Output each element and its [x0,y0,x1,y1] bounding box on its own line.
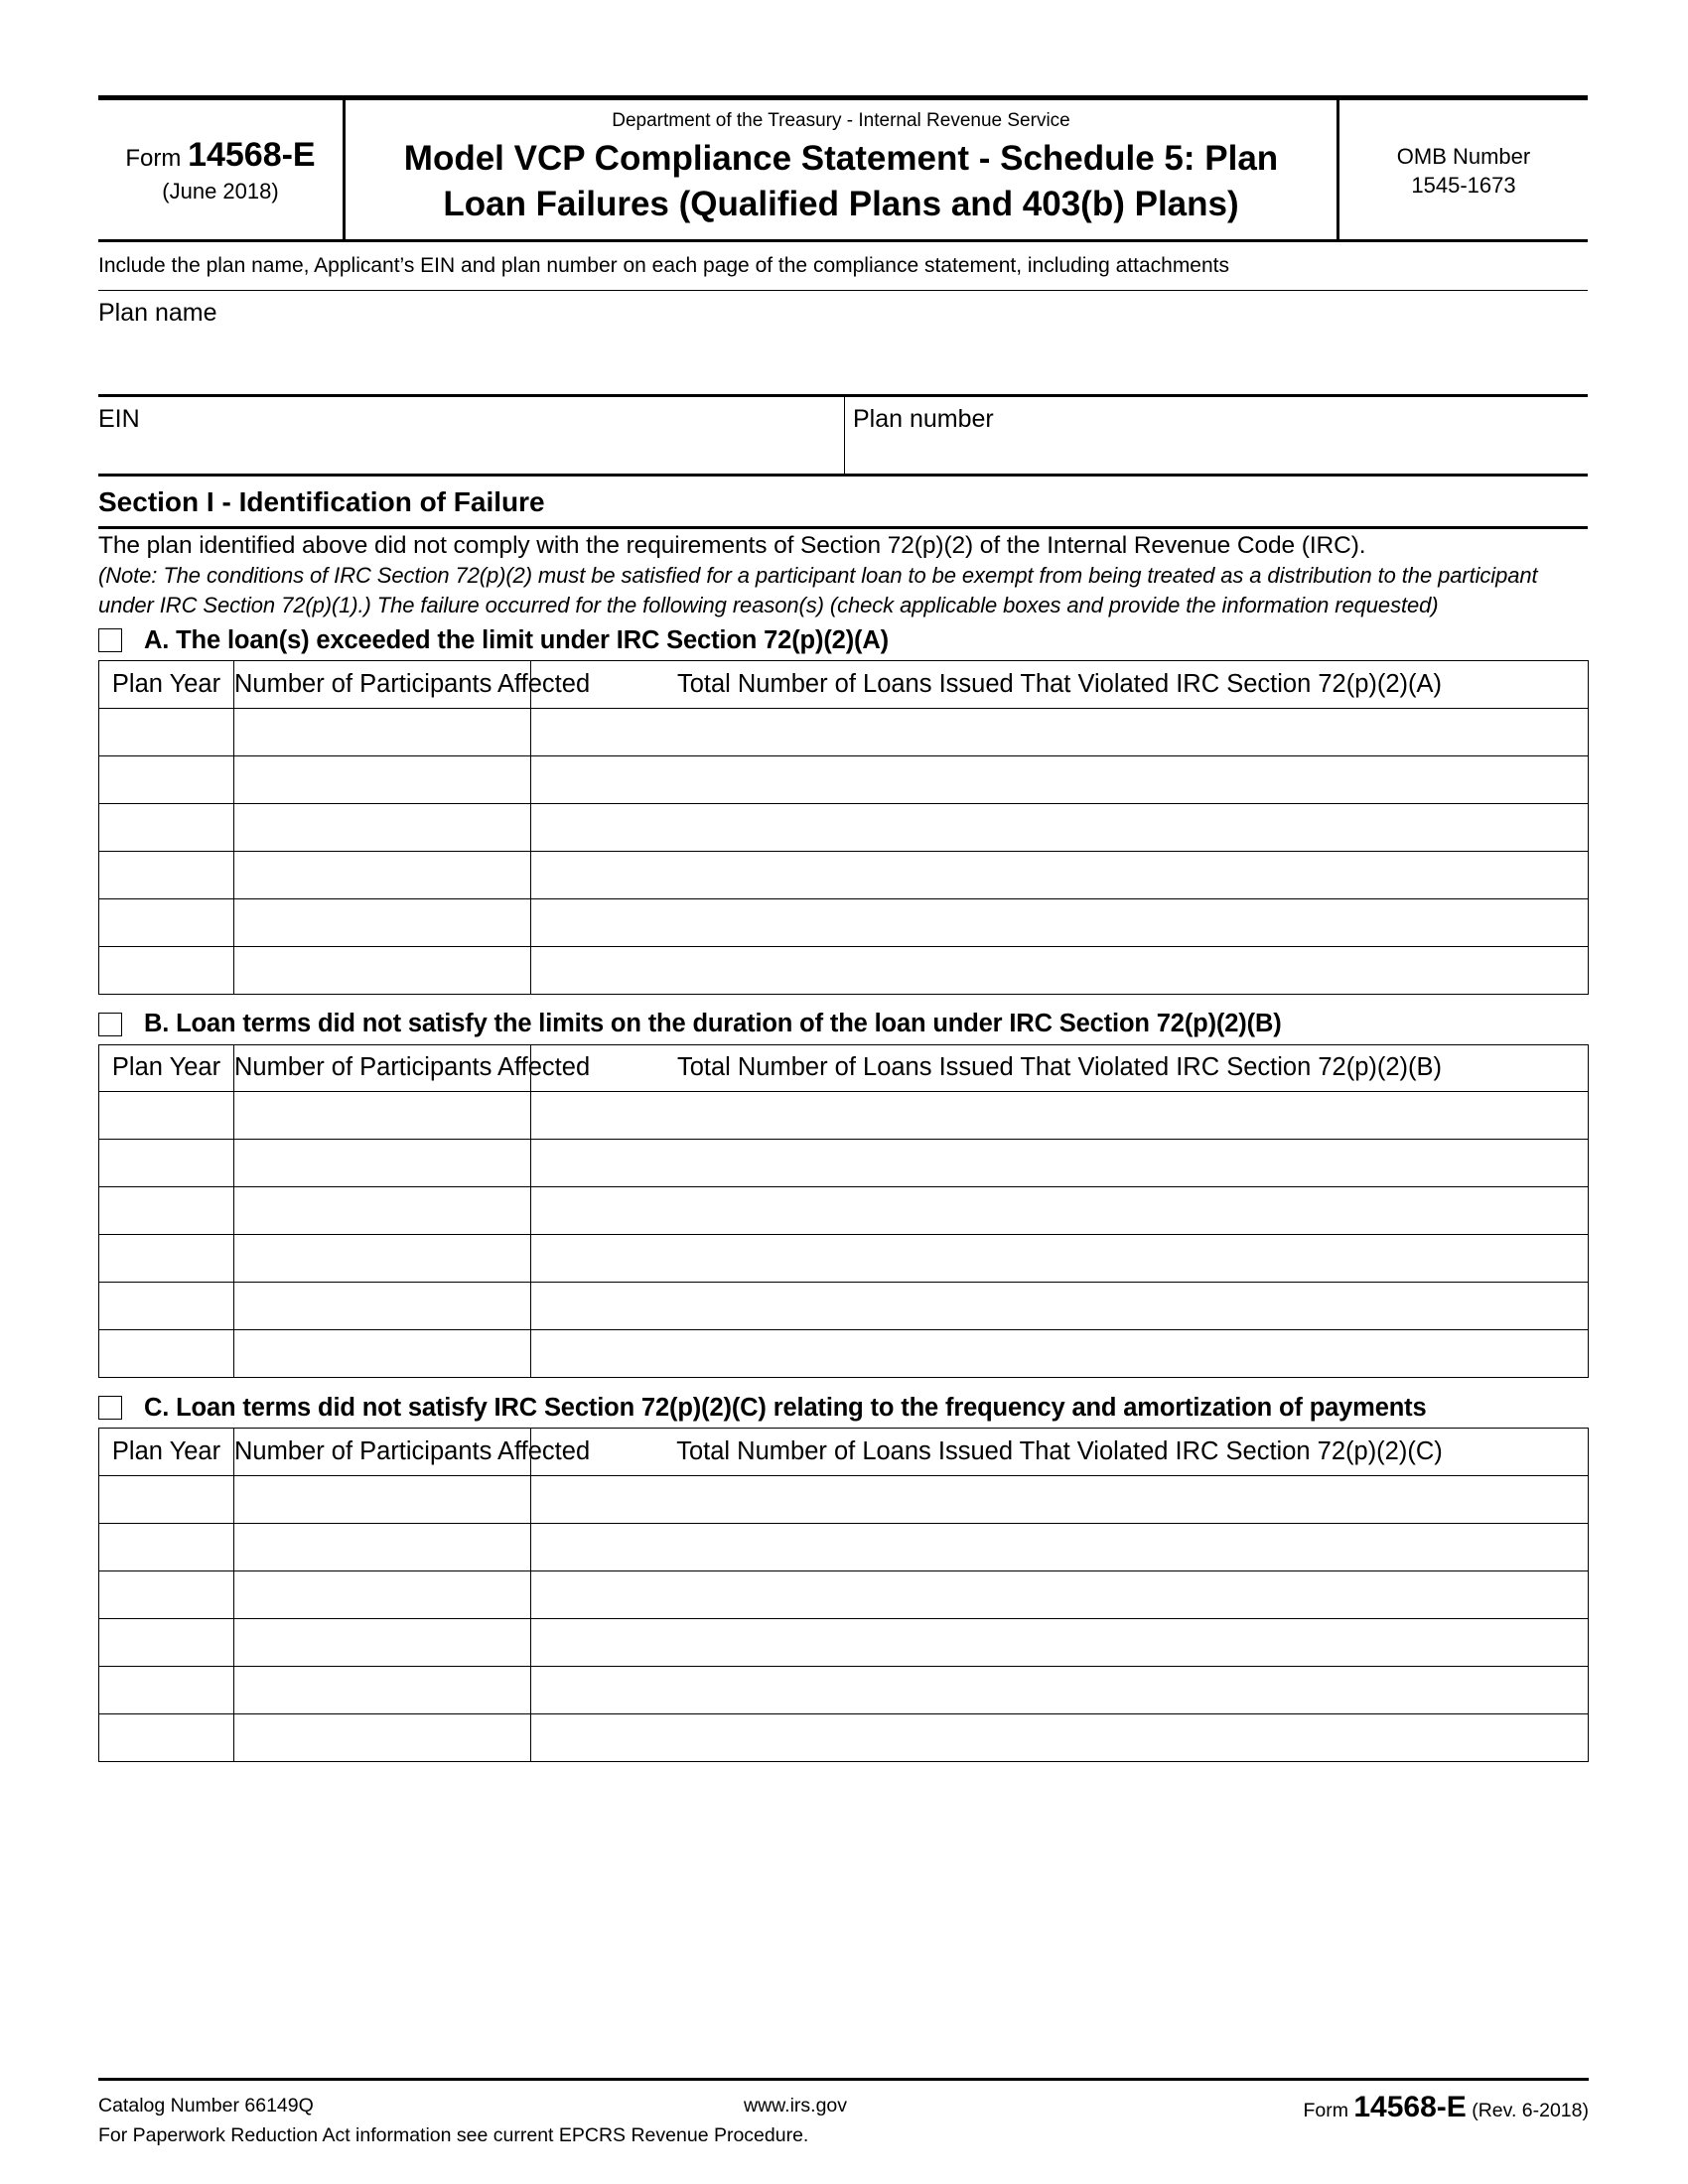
item-b-row [98,1005,1588,1044]
form-prefix: Form [125,144,182,172]
item-b-table [98,1044,1589,1379]
participants-cell[interactable] [234,1140,531,1187]
footer-form-prefix: Form [1303,2100,1348,2121]
total-loans-cell[interactable] [531,946,1589,994]
form-date: (June 2018) [162,178,279,204]
omb-number: 1545-1673 [1411,173,1516,198]
footer-form-number: 14568-E [1353,2091,1467,2123]
participants-cell[interactable] [234,1235,531,1283]
col-plan-year: Plan Year [99,1044,234,1092]
plan-year-cell[interactable] [99,755,234,803]
item-a-table [98,660,1589,995]
item-b-checkbox[interactable] [98,1013,122,1036]
form-header [98,95,1588,242]
table-row [99,1330,1589,1378]
table-header-row [99,1044,1589,1092]
col-participants-affected: Number of Participants Affected [234,1044,531,1092]
total-loans-cell[interactable] [531,1475,1589,1523]
section-1-note: (Note: The conditions of IRC Section 72(p)(2) must be satisfied for a participant loan to be exempt from being treated as a distribution to the participant under IRC Section 72(p)(1).) The failure occurred for the following reason(s) (check applicable boxes and provide the information requested) [98,563,1538,617]
table-row [99,1475,1589,1523]
plan-year-cell[interactable] [99,1475,234,1523]
table-row [99,1283,1589,1330]
form-footer [98,2078,1589,2150]
table-header-row [99,661,1589,709]
participants-cell[interactable] [234,708,531,755]
total-loans-cell[interactable] [531,1570,1589,1618]
table-row [99,851,1589,898]
paperwork-reduction-notice: For Paperwork Reduction Act information see current EPCRS Revenue Procedure. [98,2124,809,2146]
participants-cell[interactable] [234,1330,531,1378]
omb-label: OMB Number [1396,144,1531,169]
table-row [99,708,1589,755]
item-c-table [98,1428,1589,1762]
plan-name-label: Plan name [98,299,217,327]
form-title [404,136,1278,227]
item-b-label: B. Loan terms did not satisfy the limits on the duration of the loan under IRC Section 72(p)(2)(B) [144,1010,1282,1037]
omb-block [1339,100,1588,239]
plan-year-cell[interactable] [99,1666,234,1713]
instruction-text: Include the plan name, Applicant’s EIN and plan number on each page of the compliance statement, including attachments [98,242,1588,291]
col-total-loans: Total Number of Loans Issued That Violated IRC Section 72(p)(2)(A) [531,661,1589,709]
total-loans-cell[interactable] [531,803,1589,851]
plan-year-cell[interactable] [99,1330,234,1378]
table-row [99,1187,1589,1235]
plan-year-cell[interactable] [99,708,234,755]
plan-year-cell[interactable] [99,1283,234,1330]
section-1-paragraph: The plan identified above did not comply with the requirements of Section 72(p)(2) of the Internal Revenue Code (IRC). [98,532,1366,559]
table-row [99,898,1589,946]
participants-cell[interactable] [234,946,531,994]
title-line-2: Loan Failures (Qualified Plans and 403(b) Plans) [443,185,1239,223]
participants-cell[interactable] [234,1523,531,1570]
total-loans-cell[interactable] [531,1283,1589,1330]
total-loans-cell[interactable] [531,1140,1589,1187]
form-id [125,136,315,175]
irs-website-link[interactable]: www.irs.gov [744,2095,848,2116]
col-participants-affected: Number of Participants Affected [234,661,531,709]
ein-field[interactable] [98,397,845,474]
plan-year-cell[interactable] [99,1570,234,1618]
total-loans-cell[interactable] [531,1618,1589,1666]
footer-form-id [1303,2091,1589,2124]
total-loans-cell[interactable] [531,898,1589,946]
total-loans-cell[interactable] [531,755,1589,803]
participants-cell[interactable] [234,1092,531,1140]
participants-cell[interactable] [234,1570,531,1618]
title-line-1: Model VCP Compliance Statement - Schedule 5: Plan [403,139,1279,178]
item-c-checkbox[interactable] [98,1396,122,1420]
participants-cell[interactable] [234,1475,531,1523]
table-row [99,803,1589,851]
participants-cell[interactable] [234,1713,531,1761]
plan-year-cell[interactable] [99,898,234,946]
table-row [99,1140,1589,1187]
plan-name-field[interactable] [98,291,1588,397]
plan-number-field[interactable] [845,397,1588,474]
ein-plan-number-row [98,397,1588,477]
table-row [99,1523,1589,1570]
table-row [99,946,1589,994]
table-row [99,755,1589,803]
plan-year-cell[interactable] [99,1523,234,1570]
col-participants-affected: Number of Participants Affected [234,1429,531,1476]
plan-year-cell[interactable] [99,851,234,898]
table-row [99,1618,1589,1666]
table-row [99,1235,1589,1283]
col-plan-year: Plan Year [99,1429,234,1476]
ein-label: EIN [98,405,140,433]
table-row [99,1666,1589,1713]
form-number: 14568-E [188,135,316,174]
total-loans-cell[interactable] [531,1187,1589,1235]
form-page [98,95,1588,1762]
total-loans-cell[interactable] [531,708,1589,755]
form-id-block [98,100,346,239]
total-loans-cell[interactable] [531,851,1589,898]
plan-year-cell[interactable] [99,1140,234,1187]
participants-cell[interactable] [234,803,531,851]
plan-year-cell[interactable] [99,946,234,994]
participants-cell[interactable] [234,755,531,803]
item-a-checkbox[interactable] [98,628,122,652]
plan-year-cell[interactable] [99,1713,234,1761]
participants-cell[interactable] [234,898,531,946]
total-loans-cell[interactable] [531,1523,1589,1570]
plan-year-cell[interactable] [99,1187,234,1235]
plan-year-cell[interactable] [99,803,234,851]
total-loans-cell[interactable] [531,1666,1589,1713]
table-row [99,1092,1589,1140]
section-1-heading: Section I - Identification of Failure [98,477,1588,529]
participants-cell[interactable] [234,1283,531,1330]
item-a-label: A. The loan(s) exceeded the limit under IRC Section 72(p)(2)(A) [144,625,889,654]
item-c-row [98,1388,1588,1428]
col-total-loans: Total Number of Loans Issued That Violated IRC Section 72(p)(2)(C) [531,1429,1589,1476]
participants-cell[interactable] [234,1187,531,1235]
footer-revision: (Rev. 6-2018) [1472,2100,1589,2121]
table-row [99,1570,1589,1618]
participants-cell[interactable] [234,1666,531,1713]
plan-year-cell[interactable] [99,1618,234,1666]
table-row [99,1713,1589,1761]
col-total-loans: Total Number of Loans Issued That Violated IRC Section 72(p)(2)(B) [531,1044,1589,1092]
total-loans-cell[interactable] [531,1713,1589,1761]
item-c-label: C. Loan terms did not satisfy IRC Section 72(p)(2)(C) relating to the frequency and amortization of payments [144,1393,1427,1422]
col-plan-year: Plan Year [99,661,234,709]
participants-cell[interactable] [234,1618,531,1666]
item-a-row [98,620,1588,660]
total-loans-cell[interactable] [531,1235,1589,1283]
total-loans-cell[interactable] [531,1330,1589,1378]
plan-year-cell[interactable] [99,1092,234,1140]
total-loans-cell[interactable] [531,1092,1589,1140]
department: Department of the Treasury - Internal Revenue Service [612,110,1070,131]
table-header-row [99,1429,1589,1476]
plan-year-cell[interactable] [99,1235,234,1283]
catalog-number: Catalog Number 66149Q [98,2095,314,2116]
title-block [346,100,1339,239]
plan-number-label: Plan number [853,405,994,433]
participants-cell[interactable] [234,851,531,898]
